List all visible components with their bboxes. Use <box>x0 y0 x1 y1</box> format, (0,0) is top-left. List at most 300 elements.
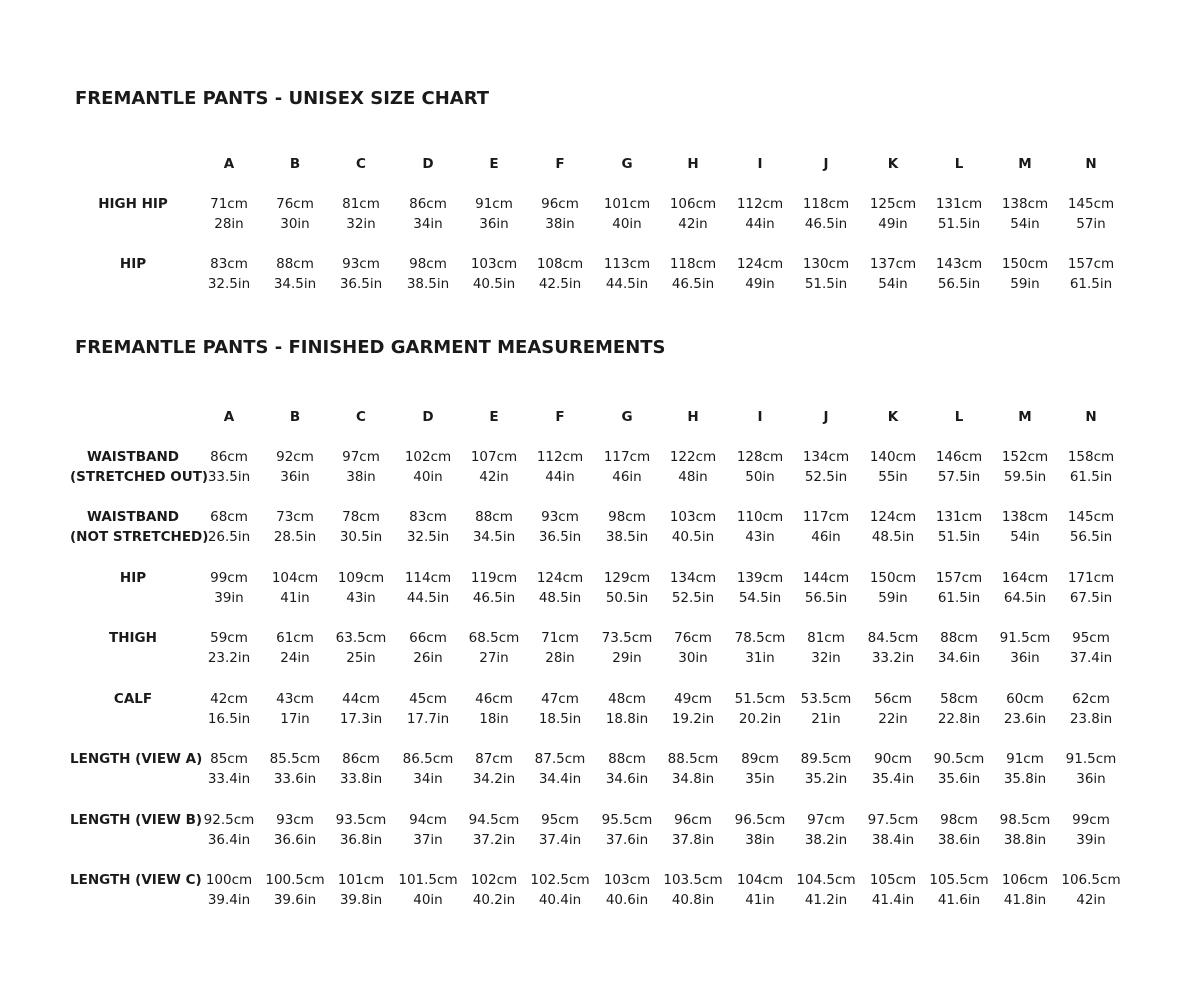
cm-value: 164cm <box>1001 570 1049 586</box>
inch-value: 44in <box>545 469 575 485</box>
measurement-label-line: HIP <box>119 570 147 586</box>
cm-value: 73.5cm <box>601 630 653 646</box>
cm-value: 119cm <box>470 570 518 586</box>
inch-value: 26.5in <box>207 529 251 545</box>
inch-value: 56.5in <box>1069 529 1113 545</box>
inch-value: 38.6in <box>937 832 981 848</box>
inch-value: 36.8in <box>339 832 383 848</box>
inch-value: 49in <box>745 276 775 292</box>
size-column-header: C <box>356 409 366 425</box>
cm-value: 73cm <box>276 509 314 525</box>
cm-value: 130cm <box>802 256 850 272</box>
inch-value: 36in <box>280 469 310 485</box>
cm-value: 140cm <box>869 449 917 465</box>
cm-value: 108cm <box>536 256 584 272</box>
cm-value: 94cm <box>409 812 447 828</box>
size-column-header: H <box>687 156 699 172</box>
cm-value: 104cm <box>736 872 784 888</box>
cm-value: 47cm <box>541 691 579 707</box>
cm-value: 100cm <box>205 872 253 888</box>
inch-value: 38.4in <box>871 832 915 848</box>
measurement-label <box>70 194 196 214</box>
inch-value: 51.5in <box>804 276 848 292</box>
cm-value: 87.5cm <box>534 751 586 767</box>
inch-value: 32in <box>346 216 376 232</box>
inch-value: 37.4in <box>1069 650 1113 666</box>
cm-value: 83cm <box>409 509 447 525</box>
inch-value: 44in <box>745 216 775 232</box>
inch-value: 36in <box>479 216 509 232</box>
inch-value: 29in <box>612 650 642 666</box>
cm-value: 42cm <box>210 691 248 707</box>
cm-value: 109cm <box>337 570 385 586</box>
inch-value: 38.2in <box>804 832 848 848</box>
inch-value: 48in <box>678 469 708 485</box>
cm-value: 101cm <box>337 872 385 888</box>
cm-value: 98cm <box>940 812 978 828</box>
cm-value: 157cm <box>1067 256 1115 272</box>
cm-value: 61cm <box>276 630 314 646</box>
measurement-label-line: LENGTH (VIEW A) <box>70 751 203 767</box>
cm-value: 86cm <box>342 751 380 767</box>
cm-value: 128cm <box>736 449 784 465</box>
cm-value: 78cm <box>342 509 380 525</box>
inch-value: 28.5in <box>273 529 317 545</box>
inch-value: 31in <box>745 650 775 666</box>
cm-value: 146cm <box>935 449 983 465</box>
inch-value: 44.5in <box>605 276 649 292</box>
inch-value: 46in <box>612 469 642 485</box>
inch-value: 18.8in <box>605 711 649 727</box>
size-column-header: J <box>823 409 829 425</box>
size-column-header: A <box>223 156 235 172</box>
inch-value: 33.4in <box>207 771 251 787</box>
cm-value: 83cm <box>210 256 248 272</box>
inch-value: 54.5in <box>738 590 782 606</box>
cm-value: 48cm <box>608 691 646 707</box>
cm-value: 60cm <box>1006 691 1044 707</box>
inch-value: 36.6in <box>273 832 317 848</box>
cm-value: 94.5cm <box>468 812 520 828</box>
inch-value: 59in <box>878 590 908 606</box>
cm-value: 104.5cm <box>796 872 856 888</box>
cm-value: 145cm <box>1067 196 1115 212</box>
measurement-label <box>70 870 202 890</box>
measurement-label-line: (STRETCHED OUT) <box>70 469 209 485</box>
cm-value: 51.5cm <box>734 691 786 707</box>
size-column-header: M <box>1018 156 1032 172</box>
cm-value: 106.5cm <box>1061 872 1121 888</box>
inch-value: 42in <box>479 469 509 485</box>
inch-value: 42in <box>1076 892 1106 908</box>
cm-value: 138cm <box>1001 509 1049 525</box>
cm-value: 86.5cm <box>402 751 454 767</box>
cm-value: 93cm <box>276 812 314 828</box>
cm-value: 86cm <box>210 449 248 465</box>
cm-value: 97.5cm <box>867 812 919 828</box>
cm-value: 124cm <box>536 570 584 586</box>
measurement-label <box>70 749 203 769</box>
inch-value: 40.4in <box>538 892 582 908</box>
cm-value: 92.5cm <box>203 812 255 828</box>
cm-value: 58cm <box>940 691 978 707</box>
inch-value: 37.8in <box>671 832 715 848</box>
size-column-header: L <box>954 156 964 172</box>
cm-value: 102.5cm <box>530 872 590 888</box>
inch-value: 41.6in <box>937 892 981 908</box>
inch-value: 41.4in <box>871 892 915 908</box>
cm-value: 150cm <box>869 570 917 586</box>
inch-value: 40in <box>413 469 443 485</box>
inch-value: 39.6in <box>273 892 317 908</box>
cm-value: 145cm <box>1067 509 1115 525</box>
cm-value: 106cm <box>669 196 717 212</box>
measurement-label <box>70 447 209 487</box>
inch-value: 30.5in <box>339 529 383 545</box>
size-column-header: E <box>489 156 499 172</box>
inch-value: 40.5in <box>472 276 516 292</box>
inch-value: 56.5in <box>937 276 981 292</box>
cm-value: 122cm <box>669 449 717 465</box>
cm-value: 76cm <box>674 630 712 646</box>
inch-value: 48.5in <box>871 529 915 545</box>
inch-value: 61.5in <box>1069 469 1113 485</box>
size-column-header: N <box>1085 156 1097 172</box>
cm-value: 98cm <box>608 509 646 525</box>
cm-value: 92cm <box>276 449 314 465</box>
inch-value: 54in <box>878 276 908 292</box>
inch-value: 30in <box>280 216 310 232</box>
measurement-label-line: HIP <box>119 256 147 272</box>
inch-value: 38in <box>545 216 575 232</box>
inch-value: 34.6in <box>605 771 649 787</box>
cm-value: 45cm <box>409 691 447 707</box>
inch-value: 17.7in <box>406 711 450 727</box>
inch-value: 18.5in <box>538 711 582 727</box>
cm-value: 157cm <box>935 570 983 586</box>
cm-value: 95cm <box>1072 630 1110 646</box>
cm-value: 53.5cm <box>800 691 852 707</box>
cm-value: 49cm <box>674 691 712 707</box>
cm-value: 91cm <box>1006 751 1044 767</box>
inch-value: 46.5in <box>804 216 848 232</box>
cm-value: 91cm <box>475 196 513 212</box>
inch-value: 46.5in <box>671 276 715 292</box>
cm-value: 129cm <box>603 570 651 586</box>
inch-value: 34.6in <box>937 650 981 666</box>
cm-value: 89cm <box>741 751 779 767</box>
inch-value: 16.5in <box>207 711 251 727</box>
size-column-header: B <box>289 156 301 172</box>
inch-value: 39.8in <box>339 892 383 908</box>
cm-value: 158cm <box>1067 449 1115 465</box>
cm-value: 46cm <box>475 691 513 707</box>
inch-value: 34.5in <box>273 276 317 292</box>
measurement-label-line: (NOT STRETCHED) <box>70 529 209 545</box>
inch-value: 50.5in <box>605 590 649 606</box>
size-column-header: C <box>356 156 366 172</box>
measurement-label-line: CALF <box>113 691 153 707</box>
measurement-label-line: THIGH <box>109 630 157 646</box>
inch-value: 37.2in <box>472 832 516 848</box>
cm-value: 81cm <box>342 196 380 212</box>
cm-value: 96.5cm <box>734 812 786 828</box>
cm-value: 44cm <box>342 691 380 707</box>
cm-value: 107cm <box>470 449 518 465</box>
size-column-header: I <box>757 156 763 172</box>
cm-value: 124cm <box>869 509 917 525</box>
cm-value: 113cm <box>603 256 651 272</box>
measurement-label-line: HIGH HIP <box>98 196 168 212</box>
size-column-header: F <box>555 409 565 425</box>
measurement-label <box>70 628 196 648</box>
inch-value: 67.5in <box>1069 590 1113 606</box>
size-column-header: F <box>555 156 565 172</box>
inch-value: 44.5in <box>406 590 450 606</box>
cm-value: 96cm <box>674 812 712 828</box>
inch-value: 55in <box>878 469 908 485</box>
inch-value: 42.5in <box>538 276 582 292</box>
size-column-header: N <box>1085 409 1097 425</box>
inch-value: 32in <box>811 650 841 666</box>
inch-value: 46in <box>811 529 841 545</box>
cm-value: 99cm <box>1072 812 1110 828</box>
cm-value: 95cm <box>541 812 579 828</box>
cm-value: 138cm <box>1001 196 1049 212</box>
size-column-header: G <box>621 156 633 172</box>
inch-value: 57in <box>1076 216 1106 232</box>
cm-value: 99cm <box>210 570 248 586</box>
cm-value: 112cm <box>536 449 584 465</box>
cm-value: 43cm <box>276 691 314 707</box>
cm-value: 88cm <box>276 256 314 272</box>
inch-value: 35in <box>745 771 775 787</box>
inch-value: 35.2in <box>804 771 848 787</box>
size-column-header: I <box>757 409 763 425</box>
inch-value: 30in <box>678 650 708 666</box>
inch-value: 36.5in <box>538 529 582 545</box>
inch-value: 35.4in <box>871 771 915 787</box>
cm-value: 134cm <box>802 449 850 465</box>
inch-value: 22in <box>878 711 908 727</box>
inch-value: 40.6in <box>605 892 649 908</box>
inch-value: 40.8in <box>671 892 715 908</box>
cm-value: 110cm <box>736 509 784 525</box>
inch-value: 54in <box>1010 529 1040 545</box>
inch-value: 51.5in <box>937 529 981 545</box>
inch-value: 41.2in <box>804 892 848 908</box>
inch-value: 19.2in <box>671 711 715 727</box>
measurement-label-line: WAISTBAND <box>87 449 179 465</box>
inch-value: 38.8in <box>1003 832 1047 848</box>
cm-value: 105cm <box>869 872 917 888</box>
inch-value: 41in <box>280 590 310 606</box>
inch-value: 33.6in <box>273 771 317 787</box>
cm-value: 103cm <box>603 872 651 888</box>
inch-value: 33.2in <box>871 650 915 666</box>
inch-value: 22.8in <box>937 711 981 727</box>
cm-value: 144cm <box>802 570 850 586</box>
inch-value: 26in <box>413 650 443 666</box>
cm-value: 90cm <box>874 751 912 767</box>
cm-value: 106cm <box>1001 872 1049 888</box>
inch-value: 50in <box>745 469 775 485</box>
inch-value: 49in <box>878 216 908 232</box>
cm-value: 103cm <box>470 256 518 272</box>
cm-value: 66cm <box>409 630 447 646</box>
inch-value: 51.5in <box>937 216 981 232</box>
cm-value: 97cm <box>807 812 845 828</box>
cm-value: 91.5cm <box>1065 751 1117 767</box>
measurement-label-line: WAISTBAND <box>87 509 179 525</box>
inch-value: 34in <box>413 216 443 232</box>
cm-value: 93.5cm <box>335 812 387 828</box>
cm-value: 88cm <box>608 751 646 767</box>
cm-value: 63.5cm <box>335 630 387 646</box>
cm-value: 150cm <box>1001 256 1049 272</box>
inch-value: 36in <box>1076 771 1106 787</box>
inch-value: 35.8in <box>1003 771 1047 787</box>
cm-value: 86cm <box>409 196 447 212</box>
size-column-header: E <box>489 409 499 425</box>
size-column-header: A <box>223 409 235 425</box>
cm-value: 117cm <box>802 509 850 525</box>
inch-value: 59.5in <box>1003 469 1047 485</box>
inch-value: 54in <box>1010 216 1040 232</box>
cm-value: 96cm <box>541 196 579 212</box>
size-column-header: K <box>887 409 899 425</box>
inch-value: 36.5in <box>339 276 383 292</box>
cm-value: 85cm <box>210 751 248 767</box>
inch-value: 17.3in <box>339 711 383 727</box>
inch-value: 40.5in <box>671 529 715 545</box>
cm-value: 152cm <box>1001 449 1049 465</box>
inch-value: 39in <box>1076 832 1106 848</box>
inch-value: 38.5in <box>605 529 649 545</box>
cm-value: 87cm <box>475 751 513 767</box>
cm-value: 62cm <box>1072 691 1110 707</box>
inch-value: 57.5in <box>937 469 981 485</box>
cm-value: 71cm <box>541 630 579 646</box>
inch-value: 40in <box>413 892 443 908</box>
inch-value: 34.8in <box>671 771 715 787</box>
size-chart-title: FREMANTLE PANTS - UNISEX SIZE CHART <box>75 88 490 109</box>
cm-value: 117cm <box>603 449 651 465</box>
inch-value: 34in <box>413 771 443 787</box>
measurement-label-line: LENGTH (VIEW C) <box>70 872 202 888</box>
size-column-header: D <box>422 409 434 425</box>
cm-value: 89.5cm <box>800 751 852 767</box>
inch-value: 41.8in <box>1003 892 1047 908</box>
cm-value: 101cm <box>603 196 651 212</box>
inch-value: 34.5in <box>472 529 516 545</box>
inch-value: 39.4in <box>207 892 251 908</box>
inch-value: 27in <box>479 650 509 666</box>
cm-value: 56cm <box>874 691 912 707</box>
inch-value: 23.6in <box>1003 711 1047 727</box>
cm-value: 125cm <box>869 196 917 212</box>
size-column-header: D <box>422 156 434 172</box>
inch-value: 17in <box>280 711 310 727</box>
size-column-header: M <box>1018 409 1032 425</box>
cm-value: 100.5cm <box>265 872 325 888</box>
cm-value: 93cm <box>342 256 380 272</box>
inch-value: 32.5in <box>406 529 450 545</box>
inch-value: 36.4in <box>207 832 251 848</box>
cm-value: 95.5cm <box>601 812 653 828</box>
cm-value: 68cm <box>210 509 248 525</box>
inch-value: 25in <box>346 650 376 666</box>
inch-value: 36in <box>1010 650 1040 666</box>
inch-value: 39in <box>214 590 244 606</box>
cm-value: 143cm <box>935 256 983 272</box>
inch-value: 28in <box>214 216 244 232</box>
cm-value: 93cm <box>541 509 579 525</box>
cm-value: 68.5cm <box>468 630 520 646</box>
inch-value: 43in <box>745 529 775 545</box>
inch-value: 23.8in <box>1069 711 1113 727</box>
inch-value: 38in <box>745 832 775 848</box>
cm-value: 85.5cm <box>269 751 321 767</box>
cm-value: 114cm <box>404 570 452 586</box>
size-column-header: L <box>954 409 964 425</box>
cm-value: 71cm <box>210 196 248 212</box>
cm-value: 88cm <box>940 630 978 646</box>
measurement-label <box>70 507 209 547</box>
inch-value: 34.2in <box>472 771 516 787</box>
cm-value: 105.5cm <box>929 872 989 888</box>
cm-value: 124cm <box>736 256 784 272</box>
cm-value: 59cm <box>210 630 248 646</box>
cm-value: 103.5cm <box>663 872 723 888</box>
cm-value: 97cm <box>342 449 380 465</box>
inch-value: 46.5in <box>472 590 516 606</box>
cm-value: 104cm <box>271 570 319 586</box>
inch-value: 43in <box>346 590 376 606</box>
cm-value: 84.5cm <box>867 630 919 646</box>
inch-value: 35.6in <box>937 771 981 787</box>
inch-value: 24in <box>280 650 310 666</box>
measurement-label <box>70 568 196 588</box>
inch-value: 38in <box>346 469 376 485</box>
inch-value: 38.5in <box>406 276 450 292</box>
cm-value: 76cm <box>276 196 314 212</box>
inch-value: 37.4in <box>538 832 582 848</box>
inch-value: 32.5in <box>207 276 251 292</box>
inch-value: 33.5in <box>207 469 251 485</box>
cm-value: 137cm <box>869 256 917 272</box>
size-column-header: G <box>621 409 633 425</box>
cm-value: 112cm <box>736 196 784 212</box>
size-column-header: J <box>823 156 829 172</box>
inch-value: 23.2in <box>207 650 251 666</box>
cm-value: 88.5cm <box>667 751 719 767</box>
inch-value: 28in <box>545 650 575 666</box>
measurement-label <box>70 689 196 709</box>
inch-value: 59in <box>1010 276 1040 292</box>
cm-value: 81cm <box>807 630 845 646</box>
cm-value: 78.5cm <box>734 630 786 646</box>
inch-value: 41in <box>745 892 775 908</box>
inch-value: 52.5in <box>804 469 848 485</box>
inch-value: 40in <box>612 216 642 232</box>
inch-value: 20.2in <box>738 711 782 727</box>
cm-value: 91.5cm <box>999 630 1051 646</box>
cm-value: 134cm <box>669 570 717 586</box>
inch-value: 34.4in <box>538 771 582 787</box>
cm-value: 98.5cm <box>999 812 1051 828</box>
inch-value: 61.5in <box>1069 276 1113 292</box>
